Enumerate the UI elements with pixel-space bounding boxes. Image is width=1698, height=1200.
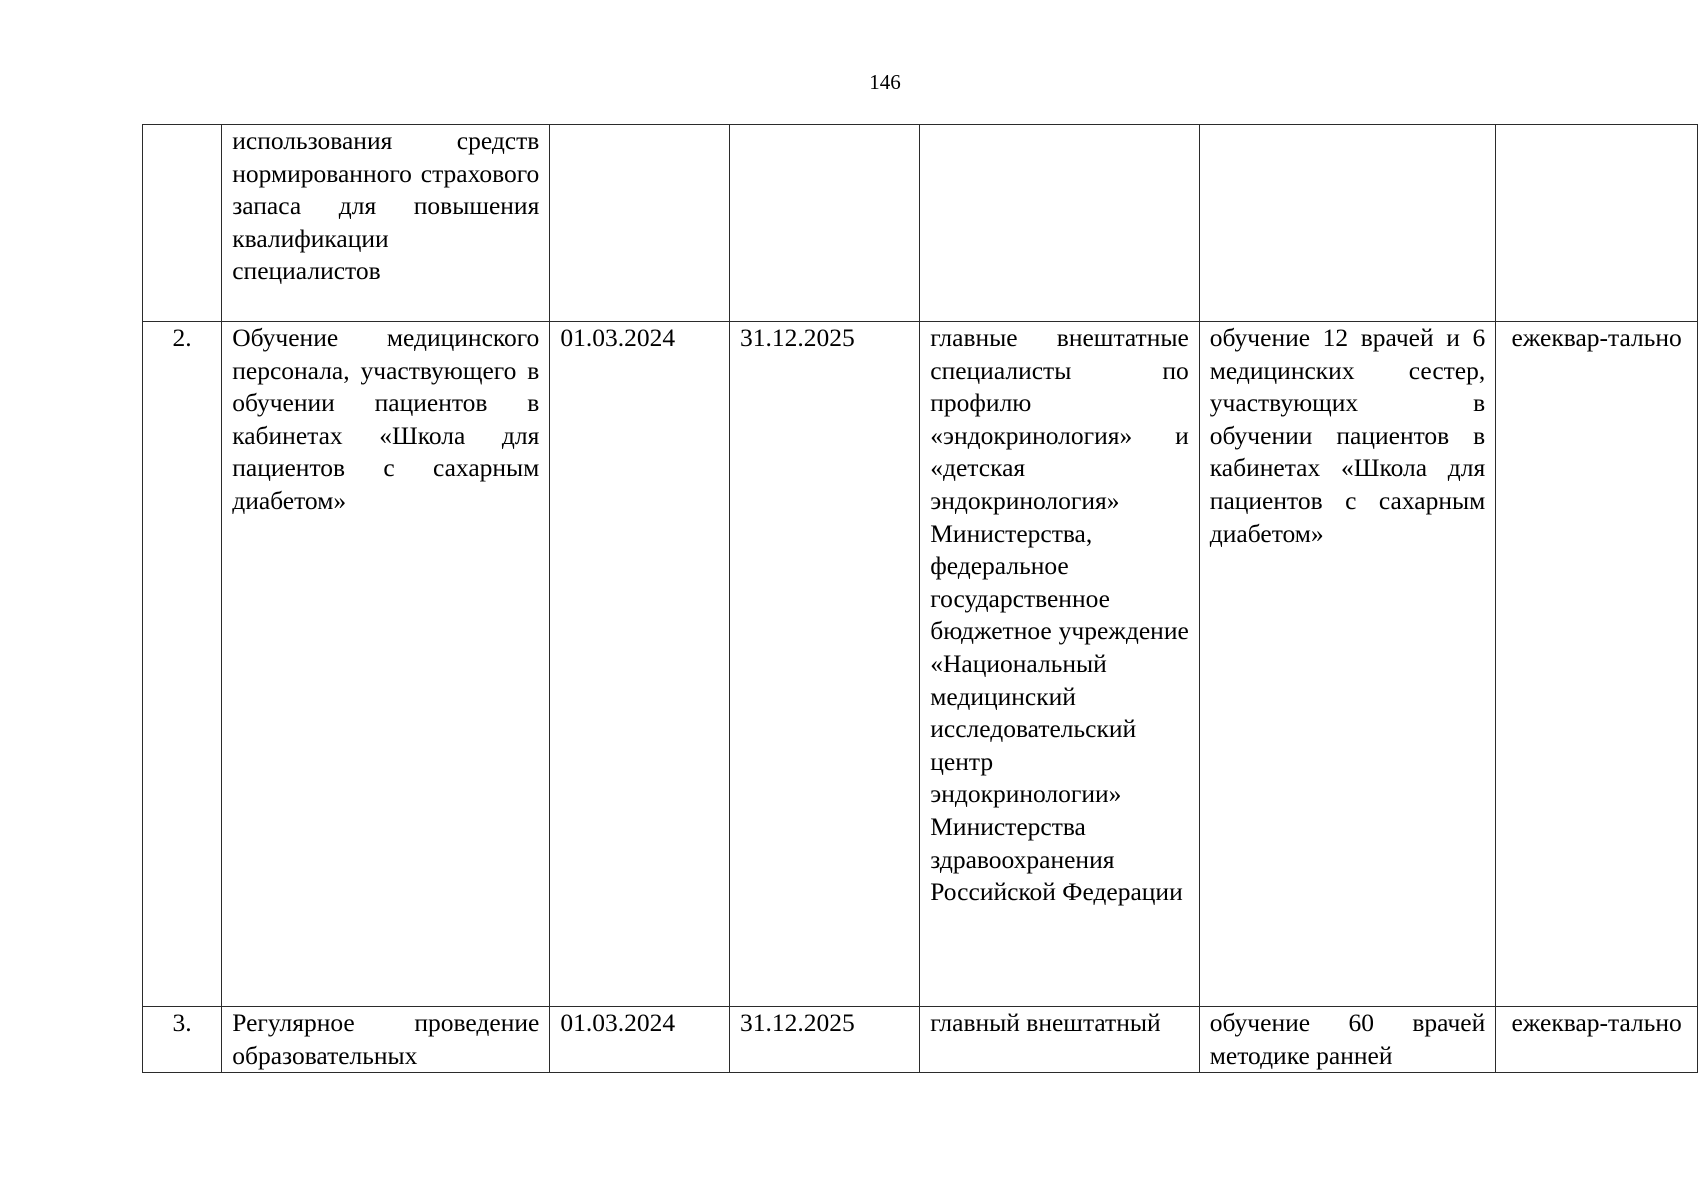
row-number: 2. bbox=[172, 323, 192, 352]
end-date: 31.12.2025 bbox=[739, 1008, 855, 1037]
result-text: обучение 60 врачей методике ранней bbox=[1209, 1008, 1486, 1070]
period-cell bbox=[1496, 1007, 1698, 1073]
activity-name-cell bbox=[222, 125, 550, 322]
period-text: ежеквар-тально bbox=[1511, 1008, 1682, 1037]
start-date-cell bbox=[550, 125, 730, 322]
plan-table bbox=[142, 124, 1698, 1073]
row-number-cell bbox=[143, 1007, 222, 1073]
activity-name: использования средств нормированного страхового запаса для повышения квалификации специалистов bbox=[232, 126, 540, 286]
end-date-cell bbox=[729, 125, 919, 322]
result-text: обучение 12 врачей и 6 медицинских сестер, участвующих в обучении пациентов в кабинетах «Школа для пациентов с сахарным диабетом» bbox=[1209, 323, 1486, 548]
start-date: 01.03.2024 bbox=[560, 1008, 676, 1037]
responsible-cell bbox=[920, 1007, 1200, 1073]
row-number-cell bbox=[143, 322, 222, 1007]
activity-name-cell bbox=[222, 322, 550, 1007]
responsible-cell bbox=[920, 322, 1200, 1007]
end-date-cell bbox=[729, 322, 919, 1007]
period-text: ежеквар-тально bbox=[1511, 323, 1682, 352]
row-number-cell bbox=[143, 125, 222, 322]
responsible-text: главные внештатные специалисты по профилю «эндокринология» и «детская эндокринология» Министерства, федеральное государственное бюджетное учреждение «Национальный медицинский исследовательский центр эндокринологии» Министерства здравоохранения Российской Федерации bbox=[930, 323, 1189, 907]
end-date: 31.12.2025 bbox=[739, 323, 855, 352]
activity-name: Обучение медицинского персонала, участвующего в обучении пациентов в кабинетах «Школа для пациентов с сахарным диабетом» bbox=[232, 323, 540, 515]
table-row bbox=[143, 322, 1698, 1007]
start-date: 01.03.2024 bbox=[560, 323, 676, 352]
responsible-text: главный внештатный bbox=[930, 1008, 1161, 1037]
responsible-cell bbox=[920, 125, 1200, 322]
result-cell bbox=[1199, 1007, 1495, 1073]
table-row bbox=[143, 1007, 1698, 1073]
period-cell bbox=[1496, 125, 1698, 322]
result-cell bbox=[1199, 125, 1495, 322]
activity-name: Регулярное проведение образовательных bbox=[232, 1008, 540, 1070]
row-number: 3. bbox=[172, 1008, 192, 1037]
table-row bbox=[143, 125, 1698, 322]
end-date-cell bbox=[729, 1007, 919, 1073]
period-cell bbox=[1496, 322, 1698, 1007]
activity-name-cell bbox=[222, 1007, 550, 1073]
result-cell bbox=[1199, 322, 1495, 1007]
start-date-cell bbox=[550, 1007, 730, 1073]
start-date-cell bbox=[550, 322, 730, 1007]
page-number: 146 bbox=[869, 70, 901, 94]
